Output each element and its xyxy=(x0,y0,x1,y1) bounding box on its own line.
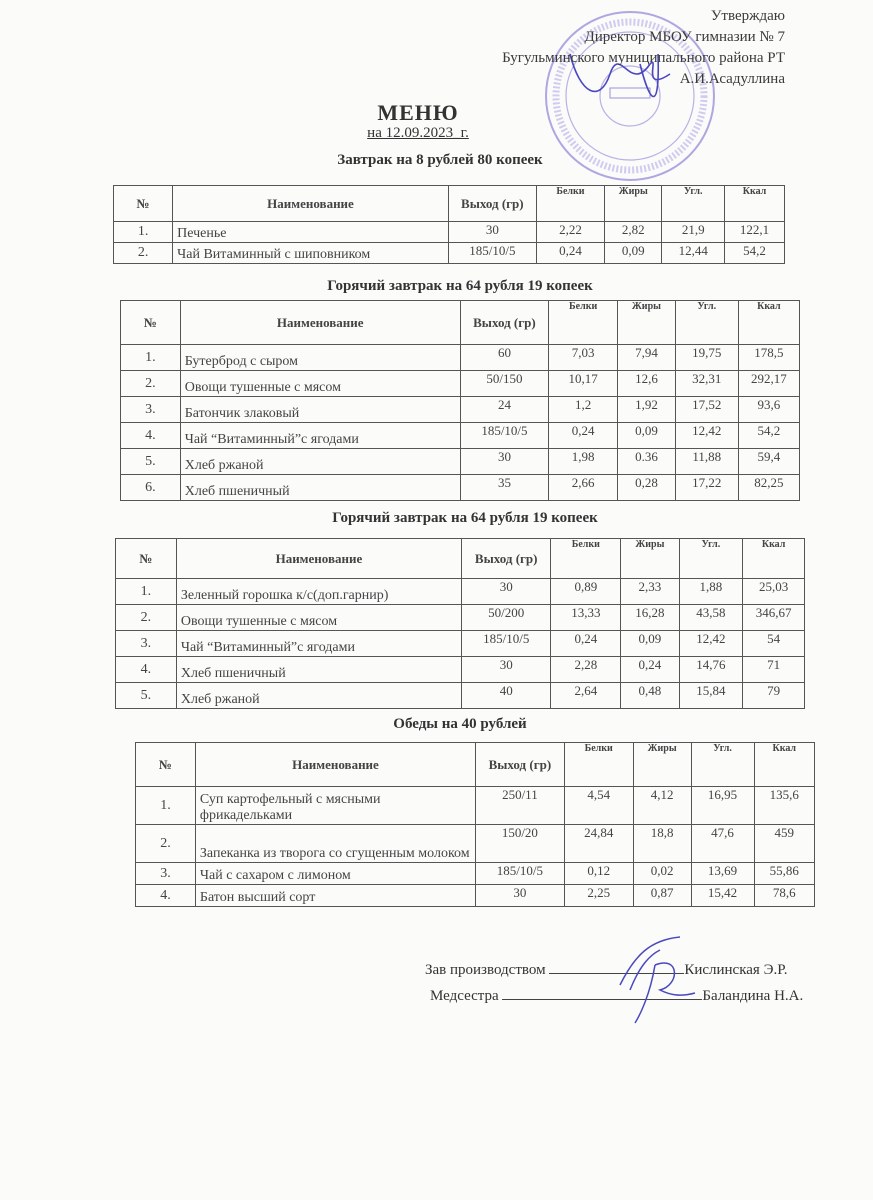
portion-weight: 150/20 xyxy=(476,825,565,863)
signature-line-production xyxy=(425,962,787,979)
dish-name: Хлеб пшеничный xyxy=(176,657,461,683)
approval-position: Директор МБОУ гимназии № 7 xyxy=(584,29,785,45)
table-row xyxy=(116,579,805,605)
proteins: 0,24 xyxy=(536,243,604,264)
calories: 59,4 xyxy=(738,449,799,475)
portion-weight: 35 xyxy=(460,475,548,501)
dish-name: Чай “Витаминный”с ягодами xyxy=(180,423,460,449)
approval-label: Утверждаю xyxy=(710,8,785,24)
portion-weight: 40 xyxy=(461,683,550,709)
row-number: 3. xyxy=(136,863,196,885)
row-number: 2. xyxy=(121,371,181,397)
fats: 2,33 xyxy=(621,579,679,605)
proteins: 0,24 xyxy=(549,423,618,449)
row-number: 2. xyxy=(116,605,177,631)
row-number: 5. xyxy=(121,449,181,475)
dish-name: Батончик злаковый xyxy=(180,397,460,423)
table-row xyxy=(116,605,805,631)
carbs: 1,88 xyxy=(679,579,743,605)
calories: 25,03 xyxy=(743,579,805,605)
portion-weight: 30 xyxy=(476,885,565,907)
dish-name: Хлеб пшеничный xyxy=(180,475,460,501)
section-title: Горячий завтрак на 64 рубля 19 копеек xyxy=(327,278,593,294)
carbs: 32,31 xyxy=(675,371,738,397)
row-number: 2. xyxy=(136,825,196,863)
column-header: Выход (гр) xyxy=(448,186,536,222)
row-number: 3. xyxy=(116,631,177,657)
calories: 54 xyxy=(743,631,805,657)
table-header-row xyxy=(136,743,815,787)
calories: 459 xyxy=(754,825,814,863)
proteins: 2,22 xyxy=(536,222,604,243)
proteins: 4,54 xyxy=(564,787,633,825)
column-header: № xyxy=(114,186,173,222)
fats: 16,28 xyxy=(621,605,679,631)
table-row xyxy=(116,657,805,683)
carbs: 17,52 xyxy=(675,397,738,423)
row-number: 4. xyxy=(136,885,196,907)
carbs: 12,44 xyxy=(662,243,725,264)
carbs: 47,6 xyxy=(691,825,754,863)
table-row xyxy=(136,787,815,825)
column-header: Наименование xyxy=(195,743,475,787)
proteins: 2,66 xyxy=(549,475,618,501)
table-row xyxy=(136,825,815,863)
fats: 4,12 xyxy=(633,787,691,825)
row-number: 1. xyxy=(136,787,196,825)
table-row xyxy=(136,885,815,907)
column-header: № xyxy=(121,301,181,345)
table-header-row xyxy=(121,301,800,345)
row-number: 1. xyxy=(116,579,177,605)
table-row xyxy=(116,683,805,709)
dish-name: Печенье xyxy=(173,222,449,243)
column-header: Ккал xyxy=(743,539,805,579)
dish-name: Чай “Витаминный”с ягодами xyxy=(176,631,461,657)
row-number: 2. xyxy=(114,243,173,264)
row-number: 5. xyxy=(116,683,177,709)
proteins: 0,24 xyxy=(551,631,621,657)
fats: 0,09 xyxy=(618,423,676,449)
calories: 82,25 xyxy=(738,475,799,501)
row-number: 1. xyxy=(121,345,181,371)
calories: 178,5 xyxy=(738,345,799,371)
fats: 0,28 xyxy=(618,475,676,501)
fats: 0,87 xyxy=(633,885,691,907)
carbs: 15,42 xyxy=(691,885,754,907)
column-header: Жиры xyxy=(605,186,662,222)
row-number: 3. xyxy=(121,397,181,423)
handwritten-signature xyxy=(610,935,700,1025)
column-header: Ккал xyxy=(724,186,784,222)
row-number: 1. xyxy=(114,222,173,243)
dish-name: Чай с сахаром с лимоном xyxy=(195,863,475,885)
column-header: Наименование xyxy=(173,186,449,222)
carbs: 19,75 xyxy=(675,345,738,371)
menu-table-hot-breakfast-1 xyxy=(120,300,800,501)
menu-date: на 12.09.2023_г. xyxy=(367,125,469,141)
portion-weight: 185/10/5 xyxy=(476,863,565,885)
dish-name: Хлеб ржаной xyxy=(176,683,461,709)
column-header: Угл. xyxy=(691,743,754,787)
carbs: 12,42 xyxy=(679,631,743,657)
dish-name: Бутерброд с сыром xyxy=(180,345,460,371)
column-header: Угл. xyxy=(675,301,738,345)
column-header: Выход (гр) xyxy=(460,301,548,345)
calories: 78,6 xyxy=(754,885,814,907)
table-row xyxy=(121,371,800,397)
section-title: Завтрак на 8 рублей 80 копеек xyxy=(337,152,543,168)
column-header: Белки xyxy=(564,743,633,787)
column-header: Жиры xyxy=(621,539,679,579)
dish-name: Хлеб ржаной xyxy=(180,449,460,475)
calories: 79 xyxy=(743,683,805,709)
column-header: Наименование xyxy=(180,301,460,345)
carbs: 16,95 xyxy=(691,787,754,825)
signature-name: Баландина Н.А. xyxy=(702,988,804,1004)
column-header: Угл. xyxy=(662,186,725,222)
table-header-row xyxy=(116,539,805,579)
column-header: Ккал xyxy=(738,301,799,345)
proteins: 0,89 xyxy=(551,579,621,605)
section-title: Обеды на 40 рублей xyxy=(393,716,527,732)
fats: 0,09 xyxy=(605,243,662,264)
column-header: Наименование xyxy=(176,539,461,579)
fats: 0,02 xyxy=(633,863,691,885)
calories: 346,67 xyxy=(743,605,805,631)
proteins: 10,17 xyxy=(549,371,618,397)
proteins: 2,28 xyxy=(551,657,621,683)
portion-weight: 50/150 xyxy=(460,371,548,397)
table-row xyxy=(114,222,785,243)
fats: 2,82 xyxy=(605,222,662,243)
calories: 54,2 xyxy=(738,423,799,449)
dish-name: Зеленный горошка к/с(доп.гарнир) xyxy=(176,579,461,605)
dish-name: Батон высший сорт xyxy=(195,885,475,907)
portion-weight: 185/10/5 xyxy=(460,423,548,449)
column-header: Жиры xyxy=(633,743,691,787)
proteins: 0,12 xyxy=(564,863,633,885)
fats: 12,6 xyxy=(618,371,676,397)
approval-signer: А.И.Асадуллина xyxy=(679,71,785,87)
column-header: Жиры xyxy=(618,301,676,345)
section-title: Горячий завтрак на 64 рубля 19 копеек xyxy=(332,510,598,526)
carbs: 21,9 xyxy=(662,222,725,243)
table-header-row xyxy=(114,186,785,222)
portion-weight: 30 xyxy=(448,222,536,243)
column-header: Белки xyxy=(549,301,618,345)
column-header: Выход (гр) xyxy=(461,539,550,579)
portion-weight: 250/11 xyxy=(476,787,565,825)
carbs: 14,76 xyxy=(679,657,743,683)
proteins: 1,2 xyxy=(549,397,618,423)
fats: 0,48 xyxy=(621,683,679,709)
dish-name: Овощи тушенные с мясом xyxy=(176,605,461,631)
portion-weight: 50/200 xyxy=(461,605,550,631)
column-header: Угл. xyxy=(679,539,743,579)
row-number: 4. xyxy=(116,657,177,683)
portion-weight: 185/10/5 xyxy=(448,243,536,264)
dish-name: Запеканка из творога со сгущенным молоком xyxy=(195,825,475,863)
carbs: 11,88 xyxy=(675,449,738,475)
menu-table-lunch xyxy=(135,742,815,907)
portion-weight: 30 xyxy=(461,579,550,605)
fats: 1,92 xyxy=(618,397,676,423)
signature-name: Кислинская Э.Р. xyxy=(684,962,788,978)
column-header: № xyxy=(136,743,196,787)
calories: 135,6 xyxy=(754,787,814,825)
signature-role: Зав производством xyxy=(425,962,546,978)
approval-district: Бугульминского муниципального района РТ xyxy=(502,50,785,66)
table-row xyxy=(121,475,800,501)
fats: 0.36 xyxy=(618,449,676,475)
dish-name: Суп картофельный с мясными фрикадельками xyxy=(195,787,475,825)
carbs: 13,69 xyxy=(691,863,754,885)
calories: 93,6 xyxy=(738,397,799,423)
calories: 55,86 xyxy=(754,863,814,885)
proteins: 24,84 xyxy=(564,825,633,863)
calories: 292,17 xyxy=(738,371,799,397)
carbs: 17,22 xyxy=(675,475,738,501)
column-header: № xyxy=(116,539,177,579)
proteins: 13,33 xyxy=(551,605,621,631)
table-row xyxy=(121,423,800,449)
menu-title: МЕНЮ xyxy=(377,100,459,125)
fats: 0,09 xyxy=(621,631,679,657)
approval-block xyxy=(502,6,785,90)
fats: 18,8 xyxy=(633,825,691,863)
carbs: 15,84 xyxy=(679,683,743,709)
proteins: 7,03 xyxy=(549,345,618,371)
column-header: Белки xyxy=(551,539,621,579)
dish-name: Овощи тушенные с мясом xyxy=(180,371,460,397)
table-row xyxy=(114,243,785,264)
portion-weight: 30 xyxy=(461,657,550,683)
portion-weight: 60 xyxy=(460,345,548,371)
carbs: 12,42 xyxy=(675,423,738,449)
dish-name: Чай Витаминный с шиповником xyxy=(173,243,449,264)
signature-role: Медсестра xyxy=(430,988,499,1004)
carbs: 43,58 xyxy=(679,605,743,631)
column-header: Белки xyxy=(536,186,604,222)
column-header: Выход (гр) xyxy=(476,743,565,787)
row-number: 6. xyxy=(121,475,181,501)
table-row xyxy=(121,397,800,423)
portion-weight: 24 xyxy=(460,397,548,423)
calories: 122,1 xyxy=(724,222,784,243)
table-row xyxy=(121,449,800,475)
portion-weight: 185/10/5 xyxy=(461,631,550,657)
proteins: 2,25 xyxy=(564,885,633,907)
proteins: 1,98 xyxy=(549,449,618,475)
fats: 0,24 xyxy=(621,657,679,683)
table-row xyxy=(136,863,815,885)
column-header: Ккал xyxy=(754,743,814,787)
menu-table-breakfast xyxy=(113,185,785,264)
table-row xyxy=(116,631,805,657)
row-number: 4. xyxy=(121,423,181,449)
fats: 7,94 xyxy=(618,345,676,371)
portion-weight: 30 xyxy=(460,449,548,475)
table-row xyxy=(121,345,800,371)
proteins: 2,64 xyxy=(551,683,621,709)
calories: 54,2 xyxy=(724,243,784,264)
calories: 71 xyxy=(743,657,805,683)
menu-table-hot-breakfast-2 xyxy=(115,538,805,709)
